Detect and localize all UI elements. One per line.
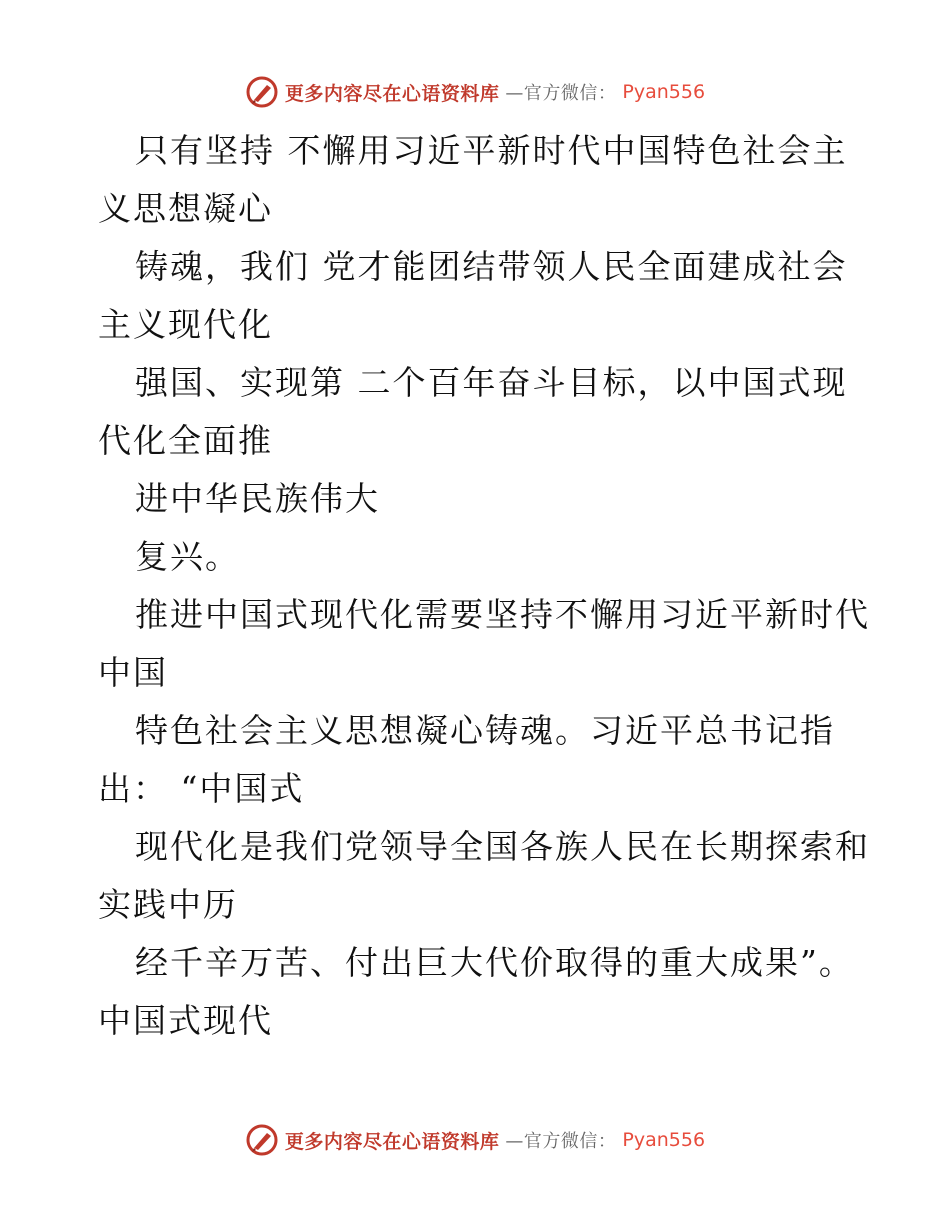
pen-logo-icon [245,1123,279,1157]
text-line: 强国、实现第 二个百年奋斗目标，以中国式现 [135,363,848,402]
watermark-wechat-label: —官方微信： [505,83,617,104]
watermark-wechat-id: Pyan556 [622,1129,706,1151]
header-watermark [0,72,950,112]
watermark-library-text: 更多内容尽在心语资料库 [284,1130,500,1153]
text-line: 进中华民族伟大 [135,479,380,518]
text-line: 主义现代化 [98,305,273,344]
text-line: 特色社会主义思想凝心铸魂。习近平总书记指 [135,711,835,750]
text-line: 只有坚持 不懈用习近平新时代中国特色社会主 [135,131,848,170]
text-line: 出： “中国式 [98,769,305,808]
text-line: 推进中国式现代化需要坚持不懈用习近平新时代 [135,595,870,634]
text-line: 复兴。 [135,537,240,576]
text-line: 代化全面推 [98,421,273,460]
watermark-wechat-id: Pyan556 [622,81,706,103]
pen-logo-icon [245,75,279,109]
document-body [98,122,870,1050]
text-line: 中国 [98,653,168,692]
text-line: 实践中历 [98,885,238,924]
watermark-wechat-label: —官方微信： [505,1131,617,1152]
text-line: 义思想凝心 [98,189,273,228]
text-line: 中国式现代 [98,1001,273,1040]
text-line: 现代化是我们党领导全国各族人民在长期探索和 [135,827,870,866]
watermark-library-text: 更多内容尽在心语资料库 [284,82,500,105]
text-line: 经千辛万苦、付出巨大代价取得的重大成果”。 [135,943,854,982]
footer-watermark [0,1120,950,1160]
text-line: 铸魂，我们 党才能团结带领人民全面建成社会 [135,247,848,286]
